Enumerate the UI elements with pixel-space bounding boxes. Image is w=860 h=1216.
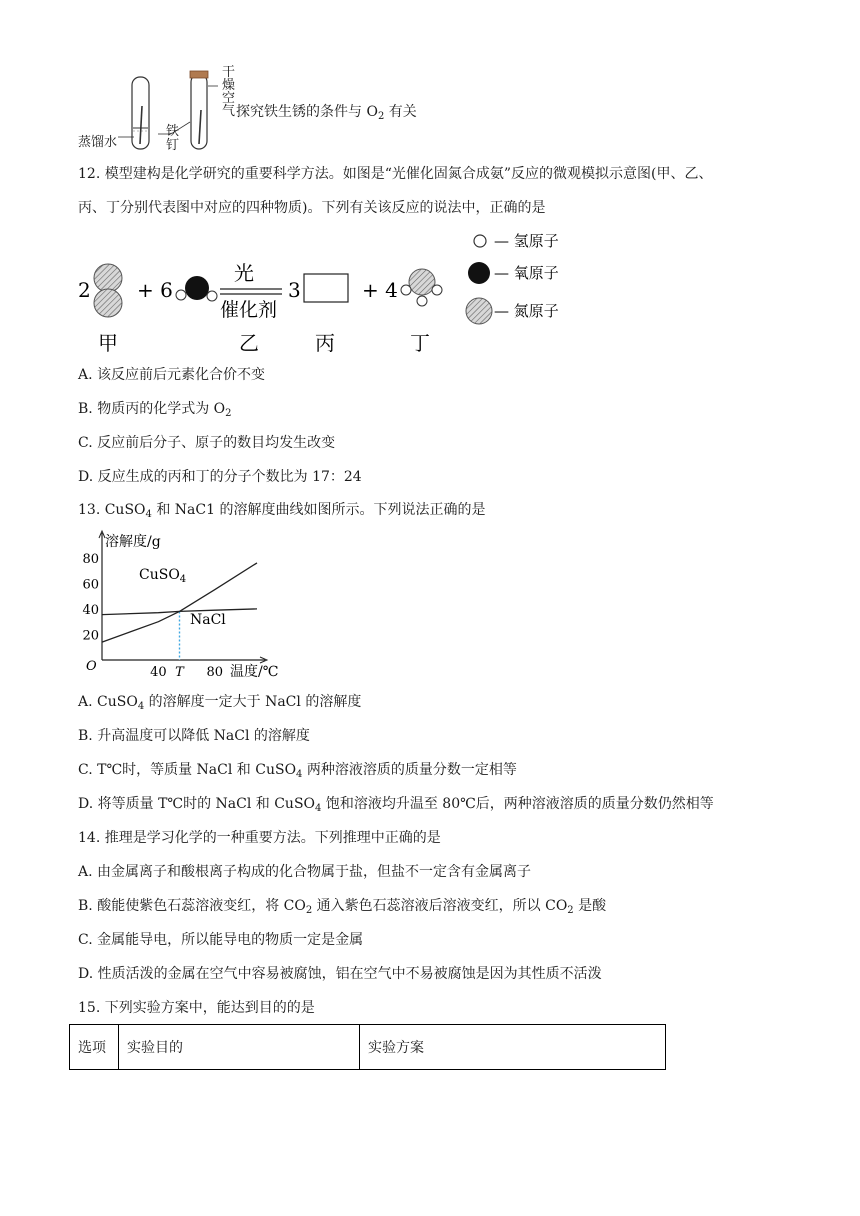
- x-tick-label: T: [175, 665, 184, 680]
- y-tick-label: 20: [82, 628, 99, 644]
- series-label-nacl: NaCl: [190, 612, 226, 628]
- table-header-row: [70, 1025, 666, 1070]
- x-tick-label: 80: [206, 665, 224, 680]
- q13-option-d: D. 将等质量 T℃时的 NaCl 和 CuSO$_4$ 饱和溶液均升温至 80℃后，两种溶液溶质的质量分数仍然相等: [78, 796, 714, 814]
- rubber-stopper: [190, 71, 208, 78]
- x-axis-label: 温度/℃: [230, 664, 279, 680]
- series-NaCl-line: [102, 609, 257, 615]
- name-ding: 丁: [410, 331, 430, 355]
- legend-hydrogen: — 氢原子: [494, 232, 559, 250]
- hydrogen-atom: [417, 296, 427, 306]
- q14-option-b: B. 酸能使紫色石蕊溶液变红，将 $CO_2$ 通入紫色石蕊溶液后溶液变红，所以 $CO_2$ 是酸: [78, 898, 607, 916]
- y-tick-label: 40: [82, 602, 99, 618]
- header-purpose: 实验目的: [119, 1025, 360, 1070]
- experiment-table: [69, 1024, 666, 1070]
- nail-2: [199, 110, 201, 144]
- header-option: 选项: [70, 1025, 119, 1070]
- q12-stem-line1: 12. 模型建构是化学研究的重要科学方法。如图是“光催化固氮合成氨”反应的微观模拟示意图(甲、乙、: [78, 166, 713, 182]
- q12-option-a: A. 该反应前后元素化合价不变: [78, 367, 266, 383]
- legend-oxygen-icon: [468, 262, 490, 284]
- label-distilled-water: 蒸馏水: [78, 135, 118, 150]
- legend-nitrogen: — 氮原子: [494, 302, 559, 320]
- q13-stem: 13. CuSO$_4$ 和 NaC1 的溶解度曲线如图所示。下列说法正确的是: [78, 502, 486, 520]
- y-tick-label: 60: [82, 577, 99, 593]
- legend-oxygen: — 氧原子: [494, 264, 559, 282]
- coef-yi: + 6: [137, 278, 173, 302]
- nitrogen-atom: [94, 289, 122, 317]
- nitrogen-atom: [409, 269, 435, 295]
- q15-stem: 15. 下列实验方案中，能达到目的的是: [78, 1000, 315, 1016]
- label-dry-air: 干 燥 空 气: [222, 65, 236, 119]
- condition-light: 光: [234, 261, 254, 285]
- q14-option-d: D. 性质活泼的金属在空气中容易被腐蚀，铝在空气中不易被腐蚀是因为其性质不活泼: [78, 966, 602, 982]
- label-iron-nail: 铁 钉: [166, 124, 180, 153]
- name-jia: 甲: [98, 331, 118, 355]
- y-tick-label: 80: [82, 551, 99, 567]
- q12-option-d: D. 反应生成的丙和丁的分子个数比为 17：24: [78, 469, 362, 485]
- y-axis-label: 溶解度/g: [105, 534, 161, 550]
- q14-option-c: C. 金属能导电，所以能导电的物质一定是金属: [78, 932, 364, 948]
- unknown-molecule-box: [304, 274, 348, 302]
- q13-option-b: B. 升高温度可以降低 NaCl 的溶解度: [78, 728, 310, 744]
- nitrogen-atom: [94, 264, 122, 292]
- oxygen-atom: [185, 276, 209, 300]
- hydrogen-atom: [401, 285, 411, 295]
- header-plan: 实验方案: [360, 1025, 666, 1070]
- nail-1: [140, 106, 142, 144]
- origin-label: O: [86, 659, 97, 674]
- coef-jia: 2: [78, 278, 91, 302]
- q12-option-c: C. 反应前后分子、原子的数目均发生改变: [78, 435, 336, 451]
- q12-stem-line2: 丙、丁分别代表图中对应的四种物质)。下列有关该反应的说法中，正确的是: [78, 200, 546, 216]
- hydrogen-atom: [176, 290, 186, 300]
- q13-option-a: A. CuSO$_4$ 的溶解度一定大于 NaCl 的溶解度: [78, 694, 362, 712]
- series-label-cuso4: CuSO$_4$: [139, 567, 187, 585]
- solubility-chart: [80, 532, 279, 680]
- figure-caption: 探究铁生锈的条件与 $O_2$ 有关: [236, 104, 417, 122]
- legend-hydrogen-icon: [474, 235, 486, 247]
- coef-ding: + 4: [362, 278, 398, 302]
- coef-bing: 3: [288, 278, 301, 302]
- q14-option-a: A. 由金属离子和酸根离子构成的化合物属于盐，但盐不一定含有金属离子: [78, 864, 532, 880]
- q14-stem: 14. 推理是学习化学的一种重要方法。下列推理中正确的是: [78, 830, 441, 846]
- name-yi: 乙: [239, 331, 259, 355]
- legend-nitrogen-icon: [466, 298, 492, 324]
- name-bing: 丙: [315, 331, 335, 355]
- q13-option-c: C. T℃时，等质量 NaCl 和 CuSO$_4$ 两种溶液溶质的质量分数一定相等: [78, 762, 517, 780]
- condition-catalyst: 催化剂: [220, 299, 278, 321]
- hydrogen-atom: [207, 291, 217, 301]
- hydrogen-atom: [432, 285, 442, 295]
- q12-option-b: B. 物质丙的化学式为 $O_2$: [78, 401, 232, 419]
- reaction-diagram: [70, 224, 600, 359]
- x-tick-label: 40: [150, 665, 167, 680]
